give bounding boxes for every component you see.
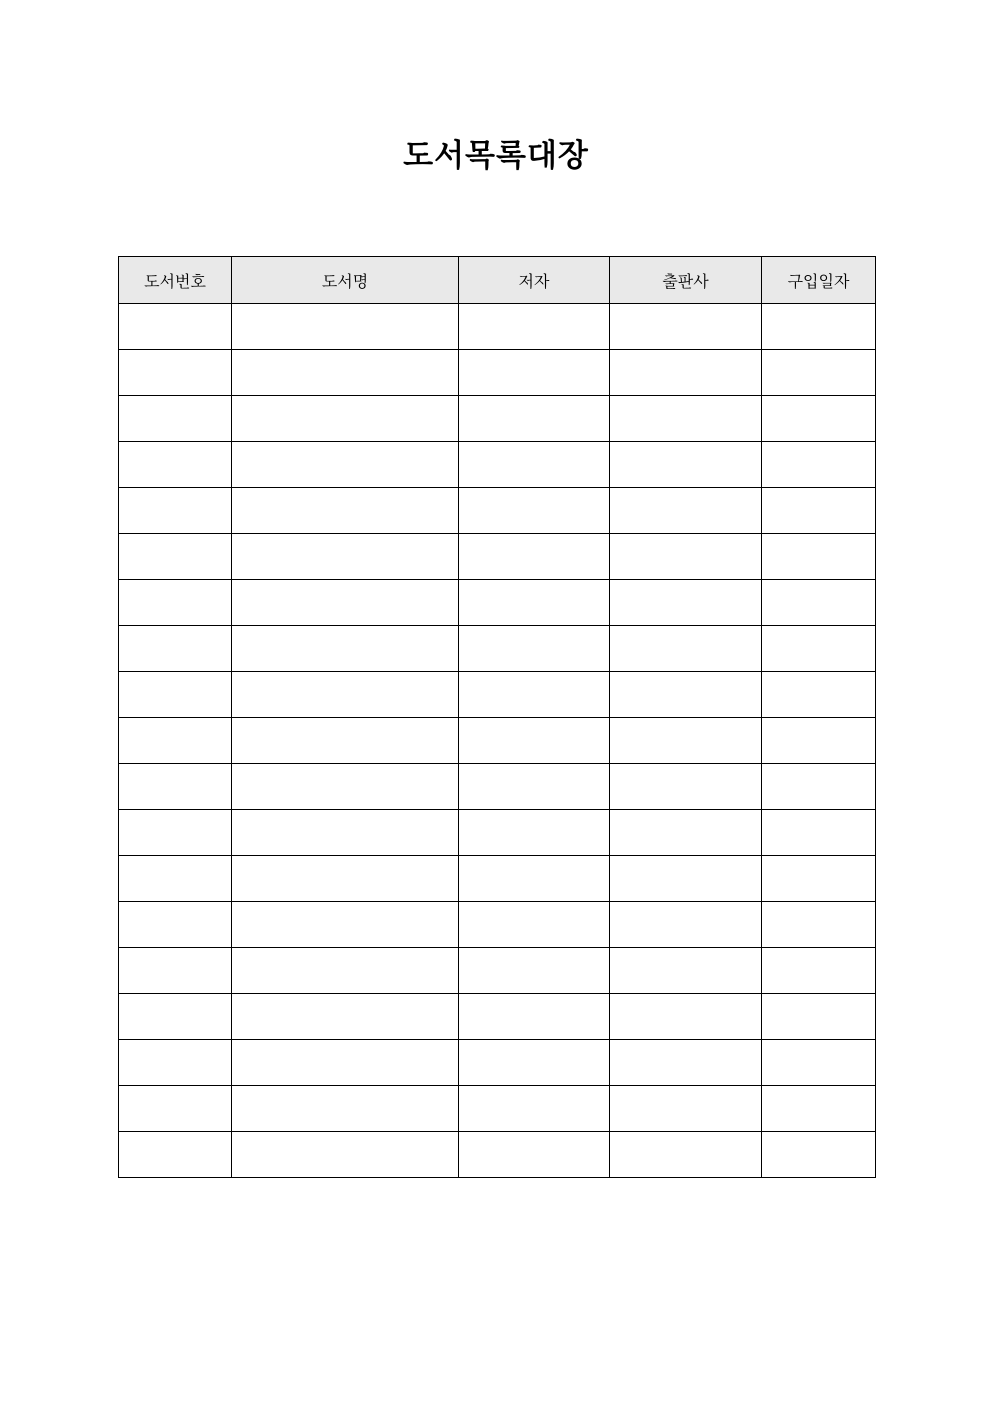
cell-book-number[interactable]	[119, 488, 232, 534]
table-row	[119, 534, 876, 580]
cell-book-number[interactable]	[119, 1040, 232, 1086]
cell-book-title[interactable]	[232, 902, 459, 948]
cell-book-title[interactable]	[232, 350, 459, 396]
cell-author[interactable]	[459, 902, 610, 948]
cell-purchase-date[interactable]	[762, 764, 876, 810]
cell-purchase-date[interactable]	[762, 718, 876, 764]
cell-book-number[interactable]	[119, 718, 232, 764]
cell-book-number[interactable]	[119, 580, 232, 626]
cell-author[interactable]	[459, 1086, 610, 1132]
table-row	[119, 626, 876, 672]
table-row	[119, 1040, 876, 1086]
cell-book-number[interactable]	[119, 396, 232, 442]
cell-book-number[interactable]	[119, 948, 232, 994]
cell-book-number[interactable]	[119, 304, 232, 350]
table-row	[119, 672, 876, 718]
cell-publisher[interactable]	[610, 1132, 762, 1178]
table-row	[119, 442, 876, 488]
cell-purchase-date[interactable]	[762, 1086, 876, 1132]
cell-book-number[interactable]	[119, 442, 232, 488]
cell-author[interactable]	[459, 718, 610, 764]
cell-book-number[interactable]	[119, 350, 232, 396]
cell-book-title[interactable]	[232, 1040, 459, 1086]
cell-purchase-date[interactable]	[762, 534, 876, 580]
cell-author[interactable]	[459, 994, 610, 1040]
cell-author[interactable]	[459, 856, 610, 902]
cell-author[interactable]	[459, 672, 610, 718]
table-row	[119, 1086, 876, 1132]
cell-publisher[interactable]	[610, 1086, 762, 1132]
table-row	[119, 948, 876, 994]
cell-purchase-date[interactable]	[762, 1132, 876, 1178]
table-row	[119, 304, 876, 350]
cell-book-title[interactable]	[232, 994, 459, 1040]
cell-author[interactable]	[459, 396, 610, 442]
cell-author[interactable]	[459, 350, 610, 396]
cell-author[interactable]	[459, 442, 610, 488]
book-list-table	[118, 256, 876, 1178]
cell-publisher[interactable]	[610, 396, 762, 442]
header-publisher: 출판사	[610, 257, 762, 304]
cell-author[interactable]	[459, 488, 610, 534]
table-row	[119, 902, 876, 948]
cell-book-title[interactable]	[232, 304, 459, 350]
cell-purchase-date[interactable]	[762, 810, 876, 856]
cell-book-number[interactable]	[119, 810, 232, 856]
cell-book-number[interactable]	[119, 764, 232, 810]
header-book-title: 도서명	[232, 257, 459, 304]
table-body	[119, 304, 876, 1178]
cell-book-title[interactable]	[232, 1132, 459, 1178]
document-title: 도서목록대장	[403, 138, 589, 174]
cell-book-number[interactable]	[119, 672, 232, 718]
cell-publisher[interactable]	[610, 1040, 762, 1086]
cell-author[interactable]	[459, 626, 610, 672]
cell-book-title[interactable]	[232, 856, 459, 902]
cell-author[interactable]	[459, 764, 610, 810]
cell-author[interactable]	[459, 1132, 610, 1178]
cell-purchase-date[interactable]	[762, 902, 876, 948]
cell-purchase-date[interactable]	[762, 856, 876, 902]
cell-purchase-date[interactable]	[762, 672, 876, 718]
table-header-row	[119, 257, 876, 304]
table-row	[119, 488, 876, 534]
cell-book-number[interactable]	[119, 626, 232, 672]
header-purchase-date: 구입일자	[762, 257, 876, 304]
cell-book-title[interactable]	[232, 764, 459, 810]
table-row	[119, 396, 876, 442]
table-row	[119, 350, 876, 396]
table-row	[119, 580, 876, 626]
cell-publisher[interactable]	[610, 488, 762, 534]
table-row	[119, 764, 876, 810]
cell-purchase-date[interactable]	[762, 626, 876, 672]
table-row	[119, 810, 876, 856]
cell-author[interactable]	[459, 580, 610, 626]
cell-author[interactable]	[459, 1040, 610, 1086]
cell-book-number[interactable]	[119, 1132, 232, 1178]
cell-purchase-date[interactable]	[762, 1040, 876, 1086]
cell-author[interactable]	[459, 810, 610, 856]
cell-book-title[interactable]	[232, 1086, 459, 1132]
cell-book-title[interactable]	[232, 442, 459, 488]
cell-publisher[interactable]	[610, 994, 762, 1040]
cell-book-title[interactable]	[232, 672, 459, 718]
header-author: 저자	[459, 257, 610, 304]
cell-publisher[interactable]	[610, 764, 762, 810]
cell-publisher[interactable]	[610, 948, 762, 994]
cell-author[interactable]	[459, 304, 610, 350]
cell-purchase-date[interactable]	[762, 304, 876, 350]
cell-book-title[interactable]	[232, 626, 459, 672]
cell-publisher[interactable]	[610, 304, 762, 350]
cell-book-title[interactable]	[232, 718, 459, 764]
cell-publisher[interactable]	[610, 810, 762, 856]
cell-book-title[interactable]	[232, 534, 459, 580]
cell-publisher[interactable]	[610, 580, 762, 626]
cell-author[interactable]	[459, 948, 610, 994]
cell-publisher[interactable]	[610, 442, 762, 488]
cell-purchase-date[interactable]	[762, 396, 876, 442]
cell-publisher[interactable]	[610, 672, 762, 718]
cell-book-number[interactable]	[119, 902, 232, 948]
cell-book-number[interactable]	[119, 856, 232, 902]
cell-purchase-date[interactable]	[762, 488, 876, 534]
table-row	[119, 1132, 876, 1178]
cell-book-title[interactable]	[232, 580, 459, 626]
header-book-number: 도서번호	[119, 257, 232, 304]
cell-publisher[interactable]	[610, 350, 762, 396]
cell-purchase-date[interactable]	[762, 350, 876, 396]
cell-purchase-date[interactable]	[762, 580, 876, 626]
cell-author[interactable]	[459, 534, 610, 580]
cell-book-number[interactable]	[119, 534, 232, 580]
cell-purchase-date[interactable]	[762, 994, 876, 1040]
cell-book-number[interactable]	[119, 994, 232, 1040]
cell-book-title[interactable]	[232, 396, 459, 442]
cell-publisher[interactable]	[610, 718, 762, 764]
cell-publisher[interactable]	[610, 856, 762, 902]
cell-book-title[interactable]	[232, 488, 459, 534]
cell-book-title[interactable]	[232, 948, 459, 994]
cell-publisher[interactable]	[610, 626, 762, 672]
cell-publisher[interactable]	[610, 902, 762, 948]
cell-book-title[interactable]	[232, 810, 459, 856]
cell-book-number[interactable]	[119, 1086, 232, 1132]
table-row	[119, 718, 876, 764]
cell-purchase-date[interactable]	[762, 948, 876, 994]
table-row	[119, 994, 876, 1040]
cell-purchase-date[interactable]	[762, 442, 876, 488]
table-row	[119, 856, 876, 902]
cell-publisher[interactable]	[610, 534, 762, 580]
